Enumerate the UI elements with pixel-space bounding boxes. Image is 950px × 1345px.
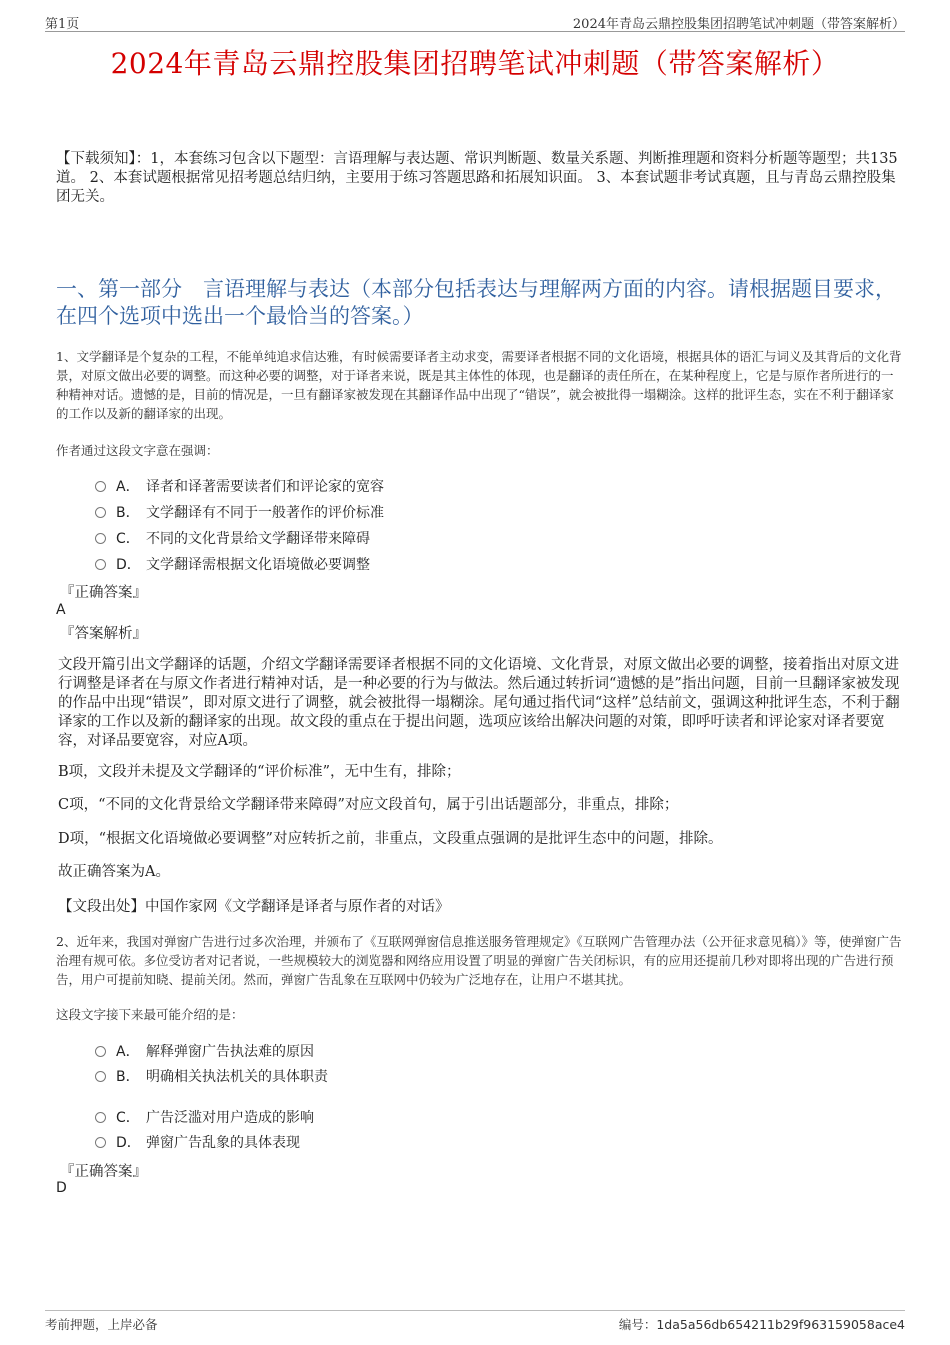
page-number: 第1页	[45, 17, 80, 32]
option-letter: A．	[116, 1044, 140, 1060]
question-1-prompt: 作者通过这段文字意在强调：	[56, 443, 219, 458]
option-text: 译者和译著需要读者们和评论家的宽容	[146, 479, 384, 495]
q2-answer-label: 『正确答案』	[60, 1164, 147, 1180]
q1-analysis-b: B项，文段并未提及文学翻译的“评价标准”，无中生有，排除；	[58, 764, 461, 780]
option-letter: B．	[116, 1069, 140, 1085]
page-title: 2024年青岛云鼎控股集团招聘笔试冲刺题（带答案解析）	[110, 47, 840, 80]
document-id-code: 1da5a56db654211b29f963159058ace4	[656, 1317, 905, 1332]
q2-option-b[interactable]	[95, 1066, 328, 1086]
option-letter: A．	[116, 479, 140, 495]
q1-analysis-conclusion: 故正确答案为A。	[58, 864, 170, 880]
option-letter: C．	[116, 531, 140, 547]
option-text: 不同的文化背景给文学翻译带来障碍	[146, 531, 370, 547]
footer-divider	[45, 1310, 905, 1311]
radio-icon[interactable]	[95, 481, 106, 492]
q1-answer: A	[56, 602, 66, 618]
q1-option-d[interactable]	[95, 554, 370, 574]
q1-source: 【文段出处】中国作家网《文学翻译是译者与原作者的对话》	[58, 899, 450, 915]
option-text: 文学翻译需根据文化语境做必要调整	[146, 557, 370, 573]
question-2-text: 2、近年来，我国对弹窗广告进行过多次治理，并颁布了《互联网弹窗信息推送服务管理规定》《互联网广告管理办法（公开征求意见稿）》等，使弹窗广告治理有规可依。多位受访者对记者说，一些规模较大的浏览器和网络应用设置了明显的弹窗广告关闭标识，有的应用还提前几秒对即将出现的广告进行预告，用户可提前知晓、提前关闭。然而，弹窗广告乱象在互联网中仍较为广泛地存在，让用户不堪其扰。	[56, 934, 902, 987]
radio-icon[interactable]	[95, 1112, 106, 1123]
question-2-prompt: 这段文字接下来最可能介绍的是：	[56, 1007, 244, 1022]
radio-icon[interactable]	[95, 559, 106, 570]
q1-option-a[interactable]	[95, 476, 384, 496]
option-letter: D．	[116, 557, 141, 573]
q1-answer-label: 『正确答案』	[60, 585, 147, 601]
footer-slogan: 考前押题，上岸必备	[45, 1317, 158, 1332]
option-letter: C．	[116, 1110, 140, 1126]
q1-analysis-label: 『答案解析』	[60, 626, 147, 642]
q1-analysis-d: D项，“根据文化语境做必要调整”对应转折之前，非重点，文段重点强调的是批评生态中的问题，排除。	[58, 831, 723, 847]
download-notice: 【下载须知】：1，本套练习包含以下题型：言语理解与表达题、常识判断题、数量关系题、判断推理题和资料分析题等题型；共135道。 2、本套试题根据常见招考题总结归纳，主要用于练习答题思路和拓展知识面。 3、本套试题非考试真题，且与青岛云鼎控股集团无关。	[56, 151, 898, 205]
header-divider	[45, 31, 905, 32]
option-text: 文学翻译有不同于一般著作的评价标准	[146, 505, 384, 521]
option-text: 广告泛滥对用户造成的影响	[146, 1110, 314, 1126]
q2-option-a[interactable]	[95, 1041, 314, 1061]
option-text: 明确相关执法机关的具体职责	[146, 1069, 328, 1085]
running-header: 2024年青岛云鼎控股集团招聘笔试冲刺题（带答案解析）	[572, 17, 905, 32]
section-title: 一、第一部分 言语理解与表达（本部分包括表达与理解两方面的内容。请根据题目要求，在四个选项中选出一个最恰当的答案。）	[56, 277, 896, 328]
radio-icon[interactable]	[95, 533, 106, 544]
q1-option-b[interactable]	[95, 502, 384, 522]
q2-answer: D	[56, 1180, 67, 1196]
q2-option-d[interactable]	[95, 1132, 300, 1152]
radio-icon[interactable]	[95, 1046, 106, 1057]
radio-icon[interactable]	[95, 1071, 106, 1082]
option-text: 解释弹窗广告执法难的原因	[146, 1044, 314, 1060]
radio-icon[interactable]	[95, 1137, 106, 1148]
radio-icon[interactable]	[95, 507, 106, 518]
question-1-text: 1、文学翻译是个复杂的工程，不能单纯追求信达雅，有时候需要译者主动求变，需要译者根据不同的文化语境，根据具体的语汇与词义及其背后的文化背景，对原文做出必要的调整。而这种必要的调整，对于译者来说，既是其主体性的体现，也是翻译的责任所在，在某种程度上，它是与原作者所进行的一种精神对话。遗憾的是，目前的情况是，一旦有翻译家被发现在其翻译作品中出现了“错误”，就会被批得一塌糊涂。这样的批评生态，实在不利于翻译家的工作以及新的翻译家的出现。	[56, 349, 902, 421]
q1-option-c[interactable]	[95, 528, 370, 548]
document-id	[619, 1315, 905, 1333]
option-text: 弹窗广告乱象的具体表现	[146, 1135, 300, 1151]
q1-analysis-main: 文段开篇引出文学翻译的话题，介绍文学翻译需要译者根据不同的文化语境、文化背景，对原文做出必要的调整，接着指出对原文进行调整是译者在与原文作者进行精神对话，是一种必要的行为与做法。然后通过转折词“遗憾的是”指出问题，目前一旦翻译家被发现的作品中出现“错误”，即对原文进行了调整，就会被批得一塌糊涂。尾句通过指代词“这样”总结前文，强调这种批评生态，不利于翻译家的工作以及新的翻译家的出现。故文段的重点在于提出问题，选项应该给出解决问题的对策，即呼吁读者和评论家对译者要宽容，对译品要宽容，对应A项。	[58, 657, 900, 749]
option-letter: B．	[116, 505, 140, 521]
option-letter: D．	[116, 1135, 141, 1151]
document-id-label: 编号：	[618, 1317, 657, 1332]
q2-option-c[interactable]	[95, 1107, 314, 1127]
q1-analysis-c: C项，“不同的文化背景给文学翻译带来障碍”对应文段首句，属于引出话题部分，非重点，排除；	[58, 797, 679, 813]
